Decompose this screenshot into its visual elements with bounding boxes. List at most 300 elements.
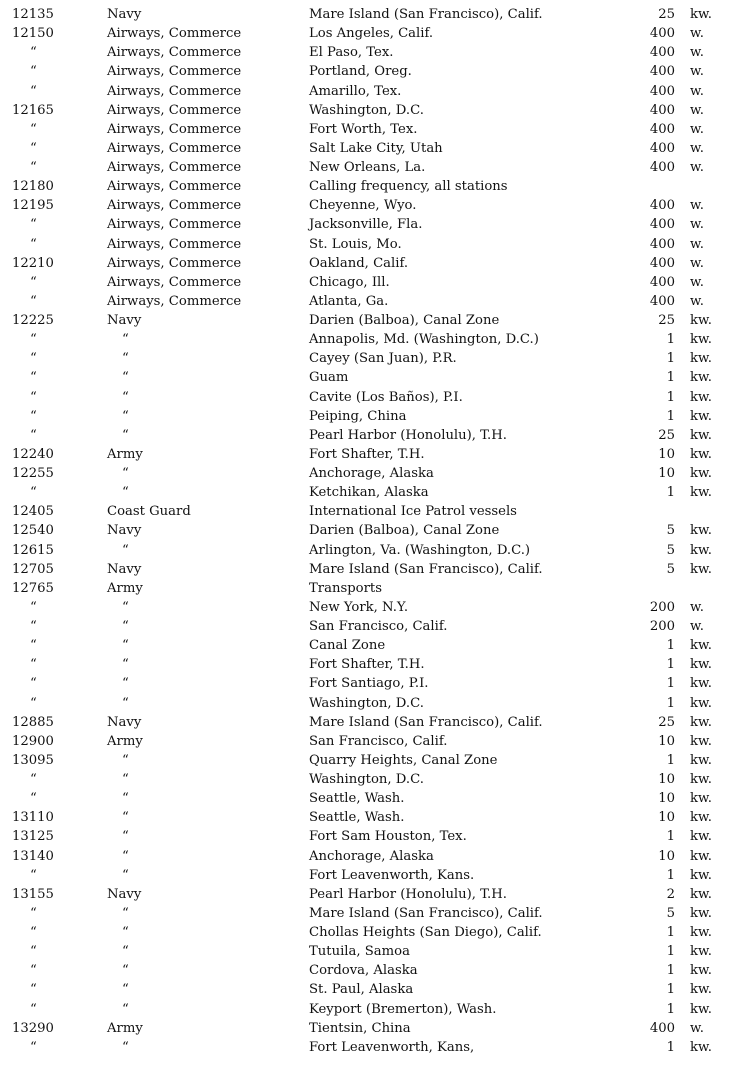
agency-cell: “ — [122, 829, 129, 845]
frequency-cell: 12195 — [12, 198, 54, 214]
power-cell: 400 — [649, 236, 675, 252]
table-row — [0, 445, 729, 464]
unit-cell: kw. — [690, 561, 712, 577]
agency-cell: Navy — [107, 561, 142, 577]
agency-cell: Navy — [107, 7, 142, 22]
unit-cell: kw. — [690, 925, 712, 940]
power-cell: 1 — [666, 1039, 675, 1055]
agency-cell: Airways, Commerce — [107, 102, 242, 118]
frequency-cell: “ — [30, 45, 37, 61]
unit-cell: kw. — [690, 810, 712, 826]
agency-cell: “ — [122, 676, 129, 692]
location-cell: St. Louis, Mo. — [309, 236, 402, 252]
unit-cell: w. — [690, 599, 704, 615]
frequency-table — [0, 5, 729, 1057]
table-row — [0, 43, 729, 62]
unit-cell: kw. — [690, 733, 712, 749]
frequency-cell: 12225 — [12, 313, 54, 328]
power-cell: 5 — [666, 561, 675, 577]
location-cell: Annapolis, Md. (Washington, D.C.) — [309, 332, 539, 348]
power-cell: 5 — [666, 542, 675, 558]
unit-cell: kw. — [690, 446, 712, 462]
agency-cell: Airways, Commerce — [107, 293, 242, 309]
agency-cell: Airways, Commerce — [107, 255, 242, 271]
table-row — [0, 694, 729, 713]
frequency-cell: “ — [30, 332, 37, 348]
agency-cell: Navy — [107, 714, 142, 730]
unit-cell: kw. — [690, 466, 712, 481]
location-cell: Fort Leavenworth, Kans, — [309, 1039, 475, 1055]
power-cell: 1 — [666, 370, 675, 386]
location-cell: Peiping, China — [309, 408, 407, 424]
location-cell: San Francisco, Calif. — [309, 733, 448, 749]
unit-cell: kw. — [690, 313, 712, 328]
power-cell: 5 — [666, 523, 675, 539]
table-row — [0, 5, 729, 24]
frequency-cell: 12135 — [12, 7, 54, 22]
power-cell: 400 — [649, 102, 675, 118]
location-cell: Washington, D.C. — [309, 772, 424, 787]
table-row — [0, 368, 729, 387]
power-cell: 1 — [666, 925, 675, 940]
unit-cell: w. — [690, 619, 704, 634]
frequency-cell: “ — [30, 64, 37, 80]
location-cell: Cavite (Los Baños), P.I. — [309, 389, 463, 405]
power-cell: 1 — [666, 657, 675, 673]
unit-cell: kw. — [690, 408, 712, 424]
power-cell: 1 — [666, 1001, 675, 1017]
frequency-cell: “ — [30, 1039, 37, 1055]
agency-cell: Navy — [107, 313, 142, 328]
power-cell: 1 — [666, 982, 675, 998]
unit-cell: kw. — [690, 905, 712, 921]
table-row — [0, 330, 729, 349]
power-cell: 400 — [649, 293, 675, 309]
unit-cell: kw. — [690, 982, 712, 998]
unit-cell: kw. — [690, 638, 712, 654]
unit-cell: w. — [690, 255, 704, 271]
power-cell: 10 — [658, 772, 675, 787]
power-cell: 1 — [666, 638, 675, 654]
power-cell: 1 — [666, 963, 675, 979]
unit-cell: kw. — [690, 714, 712, 730]
agency-cell: Army — [107, 733, 143, 749]
agency-cell: Airways, Commerce — [107, 26, 242, 42]
frequency-cell: “ — [30, 389, 37, 405]
frequency-cell: “ — [30, 695, 37, 711]
location-cell: Portland, Oreg. — [309, 64, 412, 80]
location-cell: Mare Island (San Francisco), Calif. — [309, 561, 543, 577]
frequency-cell: “ — [30, 140, 37, 156]
location-cell: Keyport (Bremerton), Wash. — [309, 1001, 497, 1017]
unit-cell: kw. — [690, 657, 712, 673]
frequency-cell: 12240 — [12, 446, 54, 462]
agency-cell: “ — [122, 638, 129, 654]
location-cell: St. Paul, Alaska — [309, 982, 414, 998]
table-row — [0, 120, 729, 139]
table-row — [0, 502, 729, 521]
agency-cell: Airways, Commerce — [107, 160, 242, 175]
frequency-cell: “ — [30, 982, 37, 998]
agency-cell: Navy — [107, 886, 142, 902]
frequency-cell: “ — [30, 944, 37, 960]
unit-cell: w. — [690, 102, 704, 118]
frequency-cell: “ — [30, 236, 37, 252]
location-cell: Mare Island (San Francisco), Calif. — [309, 905, 543, 921]
unit-cell: w. — [690, 45, 704, 61]
power-cell: 400 — [649, 121, 675, 137]
table-row — [0, 426, 729, 445]
power-cell: 1 — [666, 944, 675, 960]
agency-cell: Army — [107, 446, 143, 462]
agency-cell: Army — [107, 1020, 143, 1036]
table-row — [0, 923, 729, 942]
location-cell: Fort Santiago, P.I. — [309, 676, 429, 692]
power-cell: 1 — [666, 829, 675, 845]
location-cell: Seattle, Wash. — [309, 791, 405, 807]
agency-cell: “ — [122, 599, 129, 615]
frequency-cell: 13140 — [12, 848, 54, 864]
frequency-cell: 12210 — [12, 255, 54, 271]
frequency-cell: 12150 — [12, 26, 54, 42]
location-cell: Calling frequency, all stations — [309, 179, 508, 195]
agency-cell: “ — [122, 542, 129, 558]
agency-cell: Airways, Commerce — [107, 198, 242, 214]
frequency-cell: “ — [30, 772, 37, 787]
frequency-cell: “ — [30, 293, 37, 309]
agency-cell: “ — [122, 657, 129, 673]
agency-cell: Airways, Commerce — [107, 140, 242, 156]
agency-cell: “ — [122, 427, 129, 443]
agency-cell: “ — [122, 1001, 129, 1017]
table-row — [0, 292, 729, 311]
table-row — [0, 655, 729, 674]
power-cell: 400 — [649, 1020, 675, 1036]
unit-cell: kw. — [690, 752, 712, 768]
unit-cell: w. — [690, 83, 704, 99]
unit-cell: w. — [690, 1020, 704, 1036]
table-row — [0, 751, 729, 770]
agency-cell: “ — [122, 1039, 129, 1055]
agency-cell: “ — [122, 905, 129, 921]
location-cell: Salt Lake City, Utah — [309, 140, 443, 156]
unit-cell: w. — [690, 64, 704, 80]
unit-cell: kw. — [690, 867, 712, 883]
frequency-cell: “ — [30, 274, 37, 290]
unit-cell: kw. — [690, 676, 712, 692]
location-cell: Ketchikan, Alaska — [309, 485, 429, 501]
unit-cell: w. — [690, 236, 704, 252]
frequency-cell: 12885 — [12, 714, 54, 730]
frequency-cell: 13290 — [12, 1020, 54, 1036]
frequency-cell: “ — [30, 791, 37, 807]
location-cell: San Francisco, Calif. — [309, 619, 448, 634]
unit-cell: w. — [690, 274, 704, 290]
location-cell: Los Angeles, Calif. — [309, 26, 434, 42]
table-row — [0, 139, 729, 158]
frequency-cell: 12615 — [12, 542, 54, 558]
power-cell: 200 — [649, 619, 675, 634]
agency-cell: “ — [122, 466, 129, 481]
frequency-cell: “ — [30, 485, 37, 501]
location-cell: Fort Shafter, T.H. — [309, 657, 425, 673]
table-row — [0, 254, 729, 273]
frequency-cell: “ — [30, 370, 37, 386]
frequency-cell: “ — [30, 83, 37, 99]
frequency-cell: “ — [30, 676, 37, 692]
location-cell: Mare Island (San Francisco), Calif. — [309, 714, 543, 730]
table-row — [0, 942, 729, 961]
location-cell: Cordova, Alaska — [309, 963, 418, 979]
power-cell: 1 — [666, 389, 675, 405]
table-row — [0, 521, 729, 540]
frequency-cell: “ — [30, 408, 37, 424]
unit-cell: kw. — [690, 1001, 712, 1017]
agency-cell: “ — [122, 848, 129, 864]
table-row — [0, 349, 729, 368]
location-cell: Cheyenne, Wyo. — [309, 198, 417, 214]
power-cell: 10 — [658, 466, 675, 481]
agency-cell: “ — [122, 944, 129, 960]
unit-cell: kw. — [690, 523, 712, 539]
agency-cell: Navy — [107, 523, 142, 539]
table-row — [0, 866, 729, 885]
power-cell: 5 — [666, 905, 675, 921]
frequency-cell: “ — [30, 925, 37, 940]
frequency-cell: 12255 — [12, 466, 54, 481]
table-row — [0, 483, 729, 502]
frequency-cell: 13125 — [12, 829, 54, 845]
power-cell: 10 — [658, 791, 675, 807]
frequency-cell: 12705 — [12, 561, 54, 577]
table-row — [0, 407, 729, 426]
agency-cell: Airways, Commerce — [107, 64, 242, 80]
power-cell: 10 — [658, 446, 675, 462]
agency-cell: “ — [122, 351, 129, 367]
frequency-cell: 12900 — [12, 733, 54, 749]
table-row — [0, 388, 729, 407]
unit-cell: kw. — [690, 351, 712, 367]
frequency-cell: “ — [30, 599, 37, 615]
agency-cell: “ — [122, 867, 129, 883]
table-row — [0, 1038, 729, 1057]
location-cell: Fort Leavenworth, Kans. — [309, 867, 475, 883]
location-cell: Arlington, Va. (Washington, D.C.) — [309, 542, 531, 558]
location-cell: Oakland, Calif. — [309, 255, 409, 271]
location-cell: Quarry Heights, Canal Zone — [309, 752, 498, 768]
unit-cell: kw. — [690, 427, 712, 443]
power-cell: 1 — [666, 695, 675, 711]
agency-cell: “ — [122, 791, 129, 807]
frequency-cell: “ — [30, 121, 37, 137]
power-cell: 25 — [658, 714, 675, 730]
location-cell: Fort Shafter, T.H. — [309, 446, 425, 462]
agency-cell: Airways, Commerce — [107, 83, 242, 99]
unit-cell: kw. — [690, 389, 712, 405]
unit-cell: kw. — [690, 944, 712, 960]
location-cell: Fort Worth, Tex. — [309, 121, 418, 137]
location-cell: New Orleans, La. — [309, 160, 426, 175]
location-cell: Fort Sam Houston, Tex. — [309, 829, 467, 845]
frequency-cell: “ — [30, 619, 37, 634]
location-cell: El Paso, Tex. — [309, 45, 394, 61]
location-cell: Transports — [309, 580, 382, 596]
agency-cell: “ — [122, 982, 129, 998]
table-row — [0, 808, 729, 827]
agency-cell: “ — [122, 370, 129, 386]
power-cell: 10 — [658, 848, 675, 864]
frequency-cell: “ — [30, 217, 37, 233]
agency-cell: Airways, Commerce — [107, 121, 242, 137]
location-cell: Anchorage, Alaska — [309, 466, 434, 481]
table-row — [0, 177, 729, 196]
unit-cell: kw. — [690, 7, 712, 22]
power-cell: 1 — [666, 752, 675, 768]
table-row — [0, 732, 729, 751]
location-cell: Canal Zone — [309, 638, 386, 654]
agency-cell: Airways, Commerce — [107, 217, 242, 233]
frequency-cell: “ — [30, 867, 37, 883]
frequency-cell: 13110 — [12, 810, 54, 826]
location-cell: Darien (Balboa), Canal Zone — [309, 313, 500, 328]
table-row — [0, 885, 729, 904]
location-cell: Darien (Balboa), Canal Zone — [309, 523, 500, 539]
power-cell: 10 — [658, 733, 675, 749]
unit-cell: kw. — [690, 772, 712, 787]
location-cell: Mare Island (San Francisco), Calif. — [309, 7, 543, 22]
agency-cell: “ — [122, 389, 129, 405]
location-cell: Tientsin, China — [309, 1020, 411, 1036]
table-row — [0, 273, 729, 292]
power-cell: 400 — [649, 45, 675, 61]
location-cell: Pearl Harbor (Honolulu), T.H. — [309, 886, 507, 902]
unit-cell: kw. — [690, 1039, 712, 1055]
table-row — [0, 617, 729, 636]
unit-cell: kw. — [690, 791, 712, 807]
frequency-cell: 13095 — [12, 752, 54, 768]
location-cell: International Ice Patrol vessels — [309, 504, 517, 520]
power-cell: 400 — [649, 217, 675, 233]
unit-cell: w. — [690, 140, 704, 156]
table-row — [0, 847, 729, 866]
table-row — [0, 464, 729, 483]
unit-cell: w. — [690, 26, 704, 42]
frequency-cell: “ — [30, 160, 37, 175]
power-cell: 1 — [666, 867, 675, 883]
power-cell: 200 — [649, 599, 675, 615]
location-cell: Pearl Harbor (Honolulu), T.H. — [309, 427, 507, 443]
table-row — [0, 1000, 729, 1019]
agency-cell: “ — [122, 752, 129, 768]
location-cell: Guam — [309, 370, 349, 386]
frequency-cell: 12180 — [12, 179, 54, 195]
agency-cell: “ — [122, 772, 129, 787]
unit-cell: kw. — [690, 963, 712, 979]
agency-cell: “ — [122, 408, 129, 424]
frequency-cell: “ — [30, 351, 37, 367]
power-cell: 25 — [658, 427, 675, 443]
table-row — [0, 980, 729, 999]
power-cell: 400 — [649, 140, 675, 156]
power-cell: 25 — [658, 7, 675, 22]
unit-cell: w. — [690, 198, 704, 214]
unit-cell: kw. — [690, 829, 712, 845]
location-cell: Chicago, Ill. — [309, 274, 390, 290]
agency-cell: “ — [122, 332, 129, 348]
table-row — [0, 636, 729, 655]
table-row — [0, 235, 729, 254]
agency-cell: “ — [122, 695, 129, 711]
location-cell: Seattle, Wash. — [309, 810, 405, 826]
table-row — [0, 770, 729, 789]
power-cell: 400 — [649, 26, 675, 42]
unit-cell: kw. — [690, 485, 712, 501]
frequency-cell: 12540 — [12, 523, 54, 539]
table-row — [0, 961, 729, 980]
location-cell: Anchorage, Alaska — [309, 848, 434, 864]
agency-cell: Airways, Commerce — [107, 45, 242, 61]
power-cell: 1 — [666, 408, 675, 424]
unit-cell: kw. — [690, 886, 712, 902]
power-cell: 400 — [649, 83, 675, 99]
unit-cell: kw. — [690, 332, 712, 348]
frequency-cell: 13155 — [12, 886, 54, 902]
table-row — [0, 24, 729, 43]
frequency-cell: 12405 — [12, 504, 54, 520]
power-cell: 400 — [649, 64, 675, 80]
table-row — [0, 1019, 729, 1038]
location-cell: Atlanta, Ga. — [309, 293, 389, 309]
table-row — [0, 598, 729, 617]
table-row — [0, 101, 729, 120]
location-cell: New York, N.Y. — [309, 599, 409, 615]
power-cell: 400 — [649, 274, 675, 290]
frequency-cell: “ — [30, 905, 37, 921]
table-row — [0, 904, 729, 923]
location-cell: Jacksonville, Fla. — [309, 217, 423, 233]
location-cell: Amarillo, Tex. — [309, 83, 402, 99]
table-row — [0, 311, 729, 330]
location-cell: Washington, D.C. — [309, 695, 424, 711]
table-row — [0, 215, 729, 234]
unit-cell: w. — [690, 121, 704, 137]
frequency-cell: “ — [30, 1001, 37, 1017]
table-row — [0, 82, 729, 101]
table-row — [0, 541, 729, 560]
power-cell: 1 — [666, 485, 675, 501]
unit-cell: w. — [690, 293, 704, 309]
agency-cell: Airways, Commerce — [107, 274, 242, 290]
agency-cell: Airways, Commerce — [107, 236, 242, 252]
location-cell: Chollas Heights (San Diego), Calif. — [309, 925, 542, 940]
unit-cell: kw. — [690, 695, 712, 711]
agency-cell: “ — [122, 619, 129, 634]
table-row — [0, 827, 729, 846]
table-row — [0, 713, 729, 732]
frequency-cell: 12165 — [12, 102, 54, 118]
location-cell: Cayey (San Juan), P.R. — [309, 351, 457, 367]
table-row — [0, 62, 729, 81]
table-row — [0, 196, 729, 215]
power-cell: 400 — [649, 255, 675, 271]
unit-cell: kw. — [690, 370, 712, 386]
table-row — [0, 789, 729, 808]
frequency-cell: “ — [30, 657, 37, 673]
location-cell: Tutuila, Samoa — [309, 944, 410, 960]
power-cell: 2 — [666, 886, 675, 902]
power-cell: 1 — [666, 676, 675, 692]
frequency-cell: “ — [30, 963, 37, 979]
